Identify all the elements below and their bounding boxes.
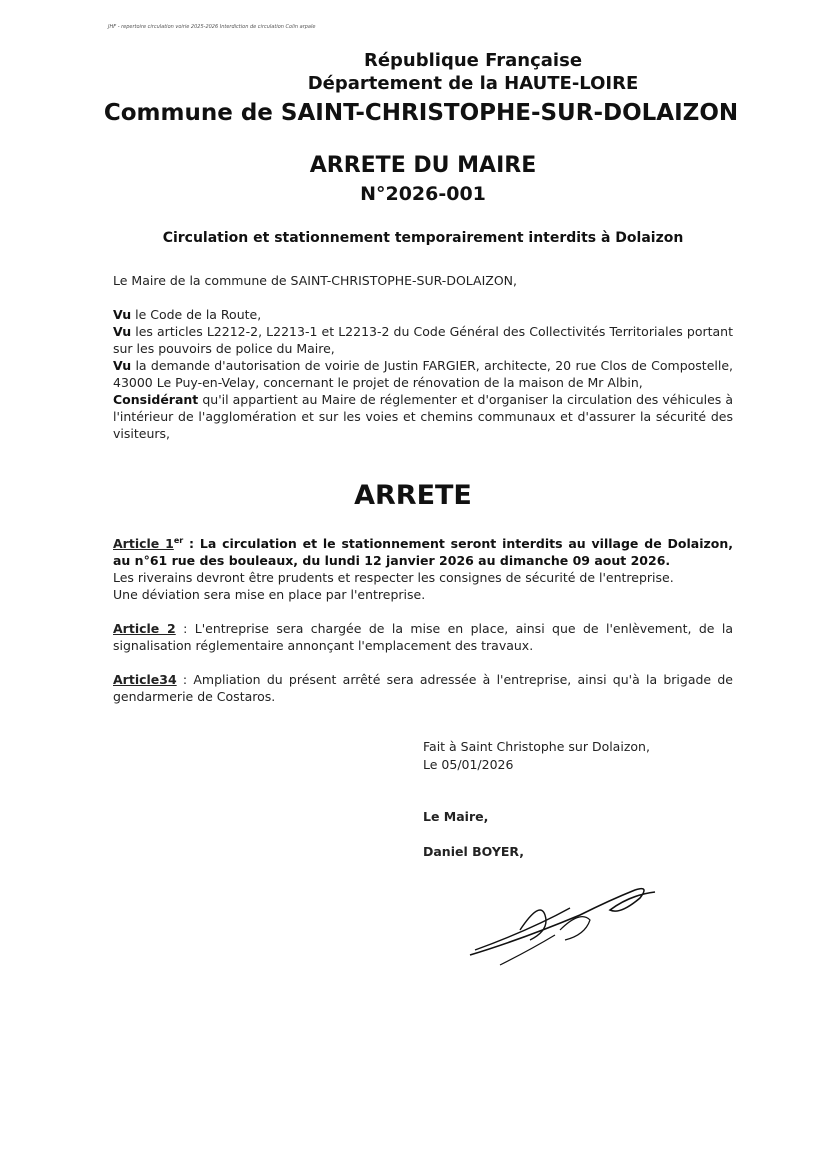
article-3-label: Article34 — [113, 672, 177, 688]
signature-place: Fait à Saint Christophe sur Dolaizon, — [423, 739, 650, 754]
article-1 — [113, 532, 733, 569]
document-number: N°2026-001 — [360, 183, 486, 205]
file-reference: JHF - repertoire circulation voirie 2025-2026 Interdiction de circulation Colin arpale — [108, 24, 316, 30]
preamble — [113, 272, 733, 442]
considerant-text: qu'il appartient au Maire de réglementer et d'organiser la circulation des véhicules à l'intérieur de l'agglomération et sur les voies et chemins communaux et d'assurer la sécurité des visiteurs, — [113, 392, 733, 441]
article-2-label: Article 2 — [113, 621, 176, 637]
republic-heading: République Française — [363, 50, 583, 71]
vu-label: Vu — [113, 307, 132, 322]
document-subject: Circulation et stationnement temporairement interdits à Dolaizon — [162, 230, 684, 246]
signature-role: Le Maire, — [423, 809, 489, 824]
articles — [113, 532, 733, 705]
signature-name: Daniel BOYER, — [423, 844, 525, 859]
vu-1 — [113, 306, 733, 323]
article-1-superscript: er — [173, 536, 184, 545]
handwritten-signature — [460, 870, 680, 980]
commune-heading: Commune de SAINT-CHRISTOPHE-SUR-DOLAIZON — [103, 100, 739, 126]
vu-label: Vu — [113, 358, 132, 373]
document-title: ARRETE DU MAIRE — [309, 153, 537, 178]
considerant — [113, 391, 733, 442]
article-1-text: : La circulation et le stationnement seront interdits au village de Dolaizon, au n°61 rue des bouleaux, du lundi 12 janvier 2026 au dimanche 09 aout 2026. — [113, 536, 733, 569]
article-2-text: : L'entreprise sera chargée de la mise en place, ainsi que de l'enlèvement, de la signalisation réglementaire annonçant l'emplacement des travaux. — [113, 621, 733, 654]
considerant-label: Considérant — [113, 392, 199, 407]
article-1-line-3: Une déviation sera mise en place par l'entreprise. — [113, 587, 426, 603]
article-2 — [113, 620, 733, 654]
article-3 — [113, 671, 733, 705]
department-heading: Département de la HAUTE-LOIRE — [307, 73, 639, 94]
vu-3-text: la demande d'autorisation de voirie de Justin FARGIER, architecte, 20 rue Clos de Compostelle, 43000 Le Puy-en-Velay, concernant le projet de rénovation de la maison de Mr Albin, — [113, 358, 733, 390]
article-1-label: Article 1 — [113, 536, 174, 552]
arrete-heading: ARRETE — [354, 480, 472, 511]
vu-2-text: les articles L2212-2, L2213-1 et L2213-2 du Code Général des Collectivités Territoriales portant sur les pouvoirs de police du Maire, — [113, 324, 733, 356]
vu-1-text: le Code de la Route, — [131, 307, 262, 322]
article-3-text: : Ampliation du présent arrêté sera adressée à l'entreprise, ainsi qu'à la brigade de gendarmerie de Costaros. — [113, 672, 733, 705]
vu-label: Vu — [113, 324, 132, 339]
signature-date: Le 05/01/2026 — [423, 757, 514, 772]
intro: Le Maire de la commune de SAINT-CHRISTOPHE-SUR-DOLAIZON, — [113, 273, 517, 288]
vu-2 — [113, 323, 733, 357]
article-1-line-2: Les riverains devront être prudents et respecter les consignes de sécurité de l'entreprise. — [113, 570, 674, 586]
vu-3 — [113, 357, 733, 391]
